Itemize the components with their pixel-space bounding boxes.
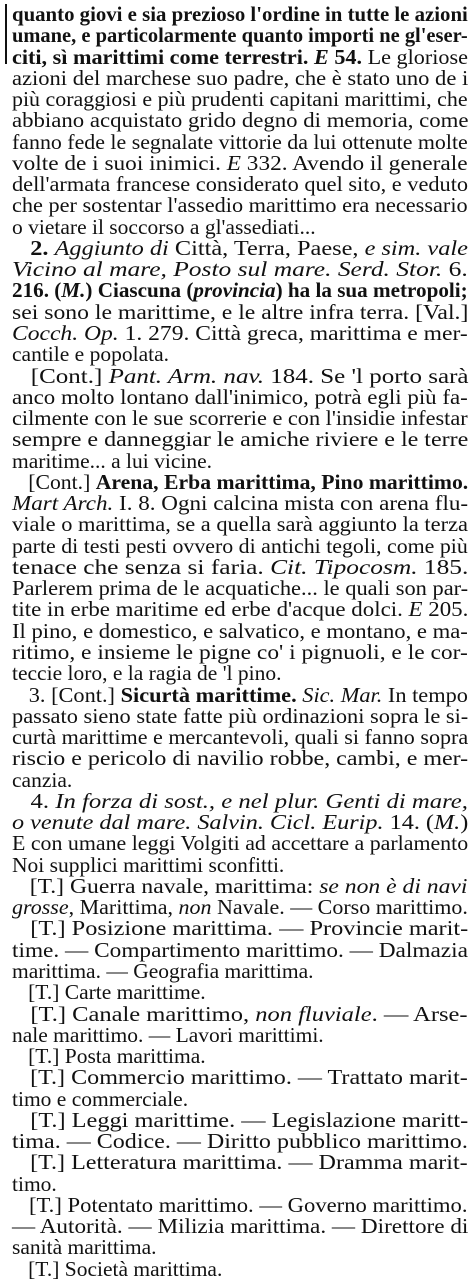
text-run: marittima. — Geografia marittima. [12,959,314,983]
text-run: [T.] Commercio marittimo. — Trattato marit- [12,1065,468,1090]
text-run: umane, e particolarmente quanto importi ne gl'eser- [12,23,468,48]
text-run: Sicurtà marittime. [120,682,297,707]
text-run: anco molto lontano dall'inimico, potrà egli più fa- [12,384,468,409]
text-run: M. [61,278,86,303]
text-run: , Marittima, [68,895,179,920]
text-run: e sim. vale [364,235,468,260]
text-run: non [178,895,212,920]
text-run: o venute dal mare. Salvin. Cicl. Eurip. [12,810,384,835]
text-run: cantile e popolata. [12,342,169,367]
text-run: ritimo, e insieme le pigne co' i pignuoli, e le cor- [12,640,468,664]
text-run: time. — Compartimento marittimo. — Dalmazia [12,937,468,962]
text-run: nale marittimo. — Lavori marittimi. [12,1022,324,1047]
text-run: 2. [12,235,55,260]
text-run: E [408,597,423,622]
text-run: [T.] Potentato marittimo. — Governo marittimo. [12,1192,468,1217]
text-run: Arena, Erba marittima, Pino marittimo. [95,469,469,494]
text-run: 205. [422,597,469,622]
text-run: ) Ciascuna ( [85,278,194,303]
text-run: In tempo [382,682,468,707]
text-run: viale o marittima, se a quella sarà aggiunto la terza [12,512,468,537]
text-run: non fluviale [255,1001,372,1026]
text-run: [T.] Letteratura marittima. — Dramma marit- [12,1150,468,1175]
text-run: [T.] Società marittima. [12,1256,223,1281]
text-run: citi, sì marittimi come terrestri. [12,44,314,69]
text-run: M. [434,810,461,835]
text-line [12,746,468,770]
text-run: dell'armata francese considerato quel sito, e veduto [12,172,469,197]
text-run: [T.] Guerra navale, marittima: [12,873,320,898]
text-run: maritime... a lui vicine. [12,448,213,473]
text-run: I. 8. Ogni calcina mista con arena flu- [113,491,469,516]
text-run: 54. [328,44,368,69]
text-run: Sic. Mar. [302,682,383,707]
text-run: tenace che senza si faria. [12,554,271,579]
text-run: 6. [442,257,468,282]
text-run: ) ha la sua metropoli; [275,278,468,303]
text-run: [T.] Posta marittima. [12,1044,206,1069]
text-run: [Cont.] [12,469,96,494]
text-run: volte de i suoi inimici. [12,150,227,175]
text-run: azioni del marchese suo padre, che è stato uno de i [12,65,469,90]
text-run: [T.] Leggi marittime. — Legislazione maritt- [12,1107,469,1132]
text-run: Parlerem prima de le acquatiche... le quali son par- [12,576,469,601]
text-run: parte di testi pesti ovvero di antichi tegoli, come più [12,533,468,558]
text-run: se non è di navi [319,873,468,898]
text-run: 184. Se 'l porto sarà [263,363,469,388]
text-run: tite in erbe maritime ed erbe d'acque dolci. [12,597,409,622]
text-run: grosse [12,895,69,920]
text-run: [T.] Posizione marittima. — Provincie marit- [12,916,469,941]
text-run: 14. ( [383,810,435,835]
text-run: Cit. Tipocosm. [270,554,418,579]
text-run: sanità marittima. [12,1235,157,1260]
text-run: ) [460,810,469,835]
text-run: In forza di sost., e nel plur. Genti di mare, [55,788,468,813]
text-run: teccie loro, e la ragia de 'l pino. [12,661,282,686]
text-run: 185. [417,554,469,579]
text-run: E [313,44,329,69]
text-run: 3. [Cont.] [12,682,121,707]
text-run: Pant. Arm. nav. [108,363,264,388]
text-run: sempre e danneggiar le amiche riviere e le terre [12,427,469,452]
text-run: riscio e pericolo di navilio robbe, cambi, e mer- [12,746,469,771]
text-run: Noi supplici marittimi sconfitti. [12,852,285,877]
text-run: timo. [12,1171,57,1196]
text-run: Le gloriose [367,44,469,69]
text-run: 4. [12,788,56,813]
text-run: passato sieno state fatte più ordinazioni sopra le si- [12,703,469,728]
text-run: Il pino, e domestico, e salvatico, e montano, e ma- [12,618,468,643]
text-run: fanno fede le segnalate vittorie da lui ottenute molte [12,129,468,154]
text-run: tima. — Codice. — Diritto pubblico marittimo. [12,1129,468,1154]
column-rule [5,4,7,64]
text-line [12,1257,222,1281]
text-run: . — Arse- [371,1001,468,1026]
text-run: [T.] Canale marittimo, [12,1001,256,1026]
text-run: quanto giovi e sia prezioso l'ordine in tutte le azioni [12,2,468,26]
text-run: Vicino al mare, Posto sul mare. Serd. Stor. [12,257,443,282]
text-run: E [226,150,241,175]
text-run: E con umane leggi Volgiti ad accettare a parlamento [12,831,469,856]
text-run: curtà marittime e mercantevoli, quali si fanno sopra [12,725,469,750]
text-run: Città, Terra, Paese, [174,235,365,260]
text-run: canzia. [12,767,73,792]
text-run: Cocch. Op. [12,321,119,345]
text-run: Navale. — Corso marittimo. [211,895,468,920]
text-run: [Cont.] [12,363,109,388]
text-run: Aggiunto di [54,235,175,260]
text-run: 216. ( [12,278,62,303]
text-run: [T.] Carte marittime. [12,980,206,1005]
text-run: Mart Arch. [12,491,114,516]
text-run: abbiano acquistato grido degno di memoria, come [12,108,469,133]
text-run: più coraggiosi e più prudenti capitani marittimi, che [12,87,468,112]
text-run: provincia [193,278,276,303]
text-run: o vietare il soccorso a gl'assediati... [12,214,316,239]
text-run: 1. 279. Città greca, marittima e mer- [118,321,468,345]
text-run: che per sostentar l'assedio marittimo era necessario [12,193,468,218]
text-run: 332. Avendo il generale [240,150,468,175]
text-run: cilmente con le sue scorrerie e con l'insidie infestar [12,406,468,431]
text-run: sei sono le marittime, e le altre infra terra. [Val.] [12,299,469,324]
text-run: timo e commerciale. [12,1086,189,1111]
text-run: — Autorità. — Milizia marittima. — Direttore di [12,1214,469,1239]
text-line [12,1150,468,1174]
